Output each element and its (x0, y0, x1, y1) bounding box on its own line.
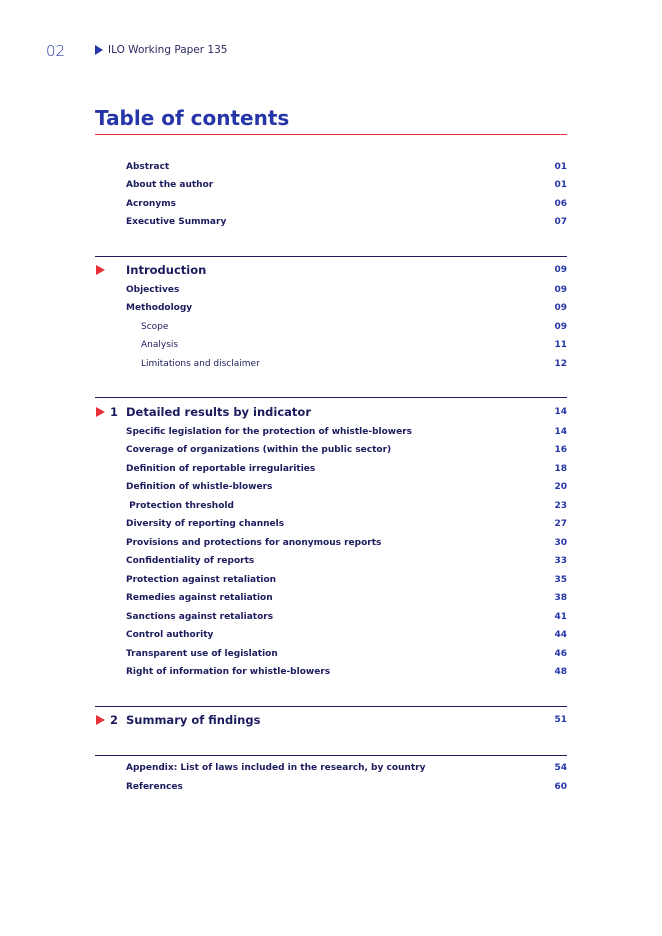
toc-entry[interactable] (95, 608, 567, 626)
red-triangle-icon (96, 265, 105, 275)
toc-entry-references[interactable] (95, 778, 567, 796)
section-divider (95, 397, 567, 398)
toc-entry-page: 18 (554, 464, 567, 474)
toc-entry-objectives[interactable] (95, 281, 567, 299)
toc-entry-page: 46 (554, 649, 567, 659)
toc-entry[interactable] (95, 423, 567, 441)
toc-section-chapter-1[interactable] (95, 403, 567, 421)
toc-entry-label: Abstract (126, 162, 170, 172)
toc-subentry-limitations[interactable] (95, 355, 567, 373)
running-header-text: ILO Working Paper 135 (108, 44, 228, 56)
toc-entry-label: Coverage of organizations (within the public sector) (126, 445, 392, 455)
toc-entry-page: 11 (554, 340, 567, 350)
page-number: 02 (46, 42, 66, 60)
toc-entry[interactable] (95, 478, 567, 496)
toc-entry-page: 01 (554, 180, 567, 190)
toc-entry-label: Diversity of reporting channels (126, 519, 285, 529)
toc-entry-label: Sanctions against retaliators (126, 612, 274, 622)
toc-entry-label: Objectives (126, 285, 180, 295)
toc-entry-page: 09 (554, 322, 567, 332)
toc-entry-label: Executive Summary (126, 217, 227, 227)
toc-entry-page: 09 (554, 303, 567, 313)
toc-entry-label: Appendix: List of laws included in the research, by country (126, 763, 426, 773)
toc-entry-page: 54 (554, 763, 567, 773)
toc-section-page: 51 (554, 715, 567, 725)
toc-section-label: Detailed results by indicator (126, 405, 311, 419)
red-triangle-icon (96, 715, 105, 725)
toc-entry-label: Scope (141, 322, 169, 332)
toc-entry-page: 60 (554, 782, 567, 792)
toc-entry-methodology[interactable] (95, 299, 567, 317)
toc-entry-about-author[interactable] (95, 176, 567, 194)
section-divider (95, 706, 567, 707)
toc-entry[interactable] (95, 515, 567, 533)
toc-entry-label: References (126, 782, 183, 792)
toc-section-label: Introduction (126, 263, 207, 277)
toc-entry-abstract[interactable] (95, 158, 567, 176)
toc-entry-page: 06 (554, 199, 567, 209)
toc-entry-page: 16 (554, 445, 567, 455)
toc-entry-page: 38 (554, 593, 567, 603)
running-header (95, 44, 227, 56)
toc-entry[interactable] (95, 589, 567, 607)
toc-entry-label: Analysis (141, 340, 179, 350)
toc-entry-page: 35 (554, 575, 567, 585)
triangle-marker-icon (95, 45, 103, 55)
toc-entry-page: 44 (554, 630, 567, 640)
toc-entry[interactable] (95, 441, 567, 459)
toc-entry[interactable] (95, 645, 567, 663)
toc-section-chapter-2[interactable] (95, 711, 567, 729)
toc-entry-executive-summary[interactable] (95, 213, 567, 231)
toc-section-label: Summary of findings (126, 713, 261, 727)
toc-section-page: 09 (554, 265, 567, 275)
toc-entry-page: 20 (554, 482, 567, 492)
toc-entry-page: 48 (554, 667, 567, 677)
toc-entry-label: Control authority (126, 630, 214, 640)
toc-entry-page: 07 (554, 217, 567, 227)
toc-entry-label: Acronyms (126, 199, 176, 209)
toc-subentry-analysis[interactable] (95, 336, 567, 354)
toc-entry[interactable] (95, 534, 567, 552)
title-divider (95, 134, 567, 135)
toc-entry-label: Methodology (126, 303, 193, 313)
toc-entry-page: 23 (554, 501, 567, 511)
toc-entry-label: Remedies against retaliation (126, 593, 273, 603)
toc-entry[interactable] (95, 626, 567, 644)
toc-entry-label: Definition of reportable irregularities (126, 464, 316, 474)
toc-entry-page: 12 (554, 359, 567, 369)
chapter-number: 1 (110, 405, 119, 419)
toc-entry-label: Transparent use of legislation (126, 649, 278, 659)
toc-entry-label: Protection threshold (126, 501, 234, 511)
toc-entry-acronyms[interactable] (95, 195, 567, 213)
toc-section-introduction[interactable] (95, 261, 567, 279)
chapter-number: 2 (110, 713, 119, 727)
toc-section-page: 14 (554, 407, 567, 417)
toc-entry-page: 09 (554, 285, 567, 295)
toc-entry[interactable] (95, 460, 567, 478)
section-divider (95, 755, 567, 756)
toc-entry-label: Limitations and disclaimer (141, 359, 260, 369)
toc-subentry-scope[interactable] (95, 318, 567, 336)
toc-entry-label: Right of information for whistle-blowers (126, 667, 331, 677)
toc-entry-label: Definition of whistle-blowers (126, 482, 273, 492)
toc-entry-label: Confidentiality of reports (126, 556, 255, 566)
toc-entry-label: About the author (126, 180, 214, 190)
toc-entry[interactable] (95, 571, 567, 589)
toc-entry-page: 27 (554, 519, 567, 529)
toc-entry[interactable] (95, 497, 567, 515)
red-triangle-icon (96, 407, 105, 417)
toc-entry-appendix[interactable] (95, 759, 567, 777)
toc-entry-label: Specific legislation for the protection of whistle-blowers (126, 427, 413, 437)
toc-entry-page: 41 (554, 612, 567, 622)
toc-entry-page: 30 (554, 538, 567, 548)
toc-entry-page: 01 (554, 162, 567, 172)
toc-entry[interactable] (95, 552, 567, 570)
toc-entry[interactable] (95, 663, 567, 681)
toc-entry-label: Protection against retaliation (126, 575, 277, 585)
toc-entry-page: 33 (554, 556, 567, 566)
toc-title: Table of contents (95, 106, 290, 130)
section-divider (95, 256, 567, 257)
toc-entry-label: Provisions and protections for anonymous reports (126, 538, 382, 548)
toc-entry-page: 14 (554, 427, 567, 437)
